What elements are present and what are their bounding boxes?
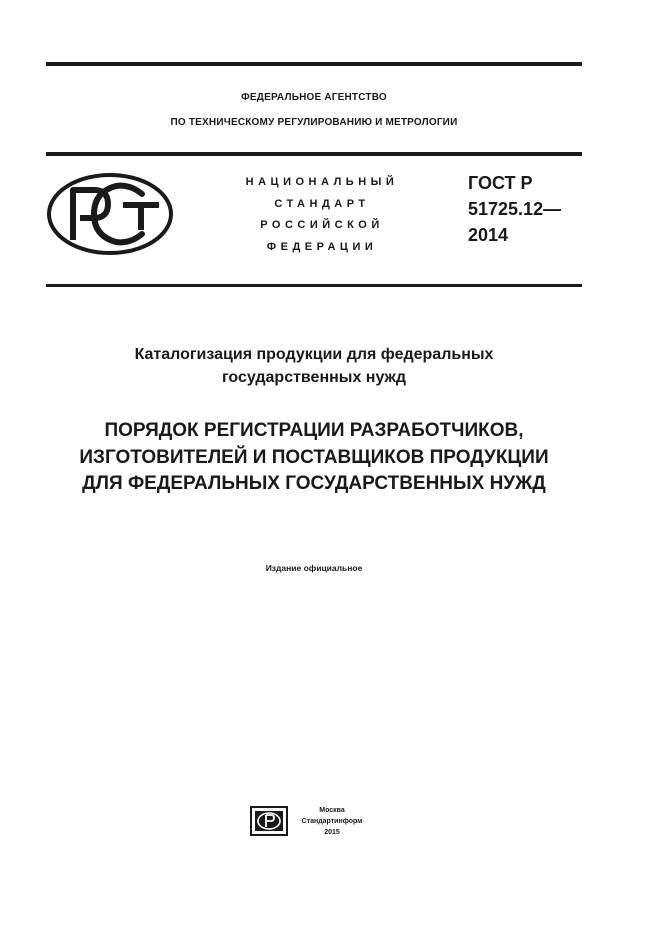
agency-name-line1: ФЕДЕРАЛЬНОЕ АГЕНТСТВО bbox=[241, 92, 387, 103]
top-rule bbox=[46, 62, 582, 66]
standartinform-logo-icon bbox=[250, 806, 288, 836]
standard-type-line4: ФЕДЕРАЦИИ bbox=[266, 240, 378, 253]
title-line1: ПОРЯДОК РЕГИСТРАЦИИ РАЗРАБОТЧИКОВ, bbox=[104, 420, 524, 441]
imprint-year: 2015 bbox=[324, 829, 340, 836]
subtitle-line1: Каталогизация продукции для федеральных bbox=[134, 346, 494, 363]
standard-type-line3: РОССИЙСКОЙ bbox=[260, 219, 384, 231]
subtitle-line2: государственных нужд bbox=[221, 369, 407, 386]
designation-year: 2014 bbox=[468, 225, 509, 245]
rst-conformity-mark-icon bbox=[46, 172, 174, 256]
title-line2: ИЗГОТОВИТЕЛЕЙ И ПОСТАВЩИКОВ ПРОДУКЦИИ bbox=[79, 446, 549, 468]
standard-type-line2: СТАНДАРТ bbox=[274, 197, 370, 210]
title-line3: ДЛЯ ФЕДЕРАЛЬНЫХ ГОСУДАРСТВЕННЫХ НУЖД bbox=[82, 473, 546, 494]
standard-designation bbox=[468, 170, 561, 248]
designation-prefix: ГОСТ Р bbox=[468, 173, 533, 193]
document-subtitle bbox=[46, 343, 582, 389]
middle-rule bbox=[46, 152, 582, 156]
imprint-publisher: Стандартинформ bbox=[301, 818, 363, 825]
standard-type-block bbox=[232, 172, 412, 258]
document-title bbox=[30, 418, 598, 498]
standard-type-line1: НАЦИОНАЛЬНЫЙ bbox=[245, 176, 399, 188]
edition-label: Издание официальное bbox=[265, 563, 363, 573]
agency-name-line2: ПО ТЕХНИЧЕСКОМУ РЕГУЛИРОВАНИЮ И МЕТРОЛОГИИ bbox=[170, 117, 458, 128]
bottom-rule bbox=[46, 284, 582, 287]
designation-number: 51725.12— bbox=[468, 199, 562, 219]
imprint bbox=[294, 805, 370, 838]
imprint-city: Москва bbox=[319, 807, 345, 814]
